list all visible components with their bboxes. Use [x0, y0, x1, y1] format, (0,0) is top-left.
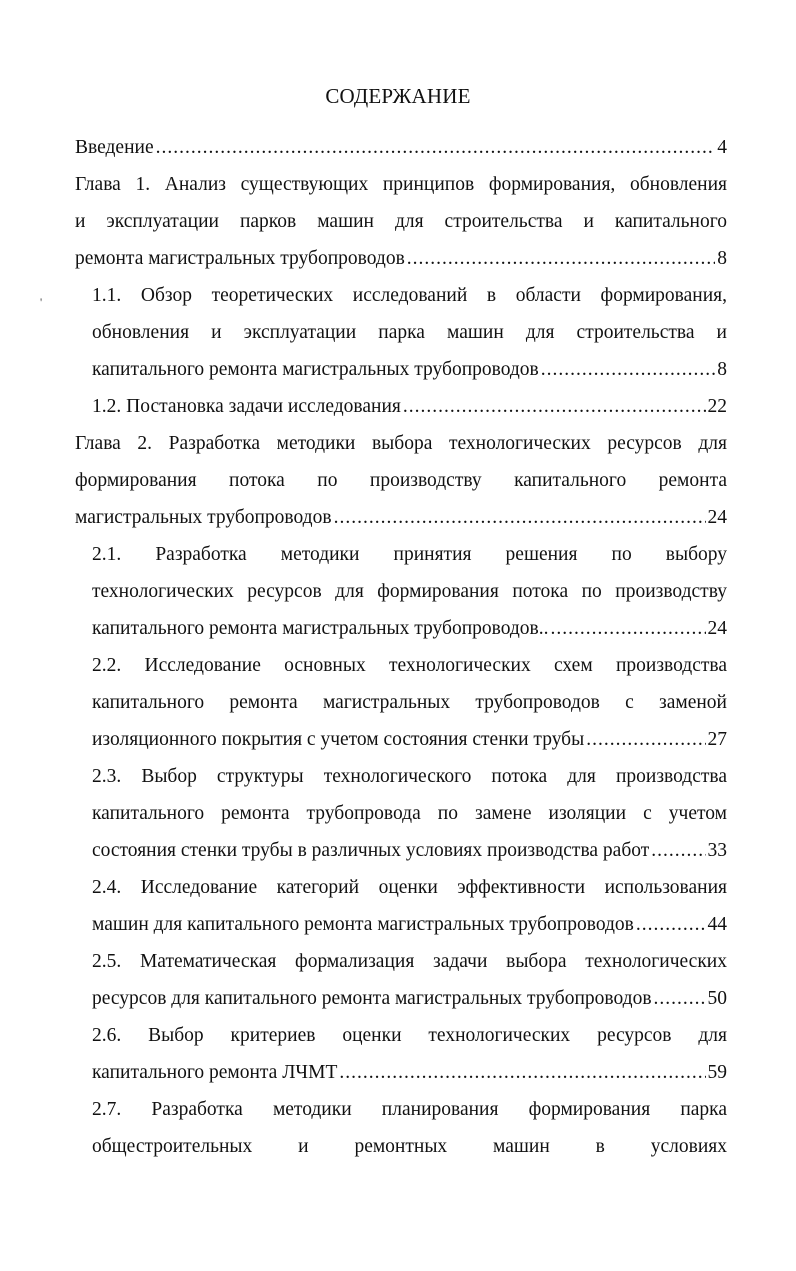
dot-leader — [636, 910, 706, 940]
toc-entry-line: 2.7. Разработка методики планирования формирования парка — [92, 1099, 727, 1120]
toc-entry-final-line — [92, 725, 727, 762]
toc-entry-final-line — [92, 614, 727, 651]
toc-entry-title: капитального ремонта магистральных трубопроводов — [92, 359, 539, 380]
toc-entry — [75, 133, 727, 170]
toc-entry-title: ремонта магистральных трубопроводов — [75, 248, 405, 269]
toc-entry — [92, 1021, 727, 1095]
toc-entry — [75, 170, 727, 281]
toc-page-number: 8 — [717, 248, 727, 269]
toc-entry-line: 2.3. Выбор структуры технологического потока для производства — [92, 766, 727, 787]
toc-entry-line: капитального ремонта магистральных трубопроводов с заменой — [92, 692, 727, 713]
toc-entry-title: капитального ремонта ЛЧМТ — [92, 1062, 338, 1083]
toc-page-number: 24 — [707, 618, 727, 639]
toc-entry — [75, 429, 727, 540]
toc-entry-line: 2.6. Выбор критериев оценки технологических ресурсов для — [92, 1025, 727, 1046]
toc-page-number: 8 — [717, 359, 727, 380]
toc-entry-final-line — [92, 836, 727, 873]
toc-entry-final-line — [92, 984, 727, 1021]
page-title: СОДЕРЖАНИЕ — [325, 84, 471, 108]
toc-entry-final-line — [92, 910, 727, 947]
toc-entry — [92, 651, 727, 762]
toc-entry-line: 2.2. Исследование основных технологических схем производства — [92, 655, 727, 676]
toc-entry-line: обновления и эксплуатации парка машин для строительства и — [92, 322, 727, 343]
toc-page-number: 33 — [707, 840, 727, 861]
dot-leader — [586, 725, 705, 755]
toc-entry-final-line — [92, 392, 727, 429]
toc-entry-title: магистральных трубопроводов — [75, 507, 332, 528]
table-of-contents — [75, 133, 727, 1169]
toc-entry-line: формирования потока по производству капитального ремонта — [75, 470, 727, 491]
dot-leader — [654, 984, 706, 1014]
toc-entry-line: технологических ресурсов для формирования потока по производству — [92, 581, 727, 602]
toc-entry — [92, 947, 727, 1021]
toc-entry-title: машин для капитального ремонта магистральных трубопроводов — [92, 914, 634, 935]
toc-entry-title: ресурсов для капитального ремонта магистральных трубопроводов — [92, 988, 652, 1009]
dot-leader — [156, 133, 716, 163]
toc-entry-title: капитального ремонта магистральных трубопроводов.. — [92, 618, 549, 639]
toc-page-number: 27 — [707, 729, 727, 750]
toc-entry-final-line — [92, 355, 727, 392]
toc-entry — [92, 540, 727, 651]
toc-entry — [92, 281, 727, 392]
toc-entry — [92, 392, 727, 429]
toc-entry-title: 1.2. Постановка задачи исследования — [92, 396, 401, 417]
dot-leader — [541, 355, 715, 385]
toc-page-number: 50 — [707, 988, 727, 1009]
dot-leader — [407, 244, 715, 274]
toc-entry-final-line — [75, 244, 727, 281]
toc-entry — [92, 762, 727, 873]
margin-mark: ' — [40, 295, 43, 309]
dot-leader — [334, 503, 706, 533]
toc-entry-title: состояния стенки трубы в различных условиях производства работ — [92, 840, 650, 861]
dot-leader — [551, 614, 706, 644]
toc-entry-final-line — [75, 503, 727, 540]
toc-entry-line: общестроительных и ремонтных машин в условиях — [92, 1136, 727, 1157]
toc-entry-final-line — [92, 1058, 727, 1095]
toc-page-number: 24 — [707, 507, 727, 528]
toc-entry-line: 2.5. Математическая формализация задачи выбора технологических — [92, 951, 727, 972]
toc-entry-line: 1.1. Обзор теоретических исследований в области формирования, — [92, 285, 727, 306]
toc-entry-title: Введение — [75, 137, 154, 158]
dot-leader — [339, 1058, 705, 1088]
toc-entry-title: изоляционного покрытия с учетом состояния стенки трубы — [92, 729, 585, 750]
toc-entry-line: Глава 2. Разработка методики выбора технологических ресурсов для — [75, 433, 727, 454]
toc-page-number: 59 — [707, 1062, 727, 1083]
toc-entry-line: 2.4. Исследование категорий оценки эффективности использования — [92, 877, 727, 898]
toc-page-number: 22 — [707, 396, 727, 417]
toc-entry-final-line — [75, 133, 727, 170]
toc-entry-line: и эксплуатации парков машин для строительства и капитального — [75, 211, 727, 232]
toc-entry-line: капитального ремонта трубопровода по замене изоляции с учетом — [92, 803, 727, 824]
toc-entry — [92, 873, 727, 947]
toc-page-number: 44 — [707, 914, 727, 935]
dot-leader — [651, 836, 705, 866]
toc-entry-line: 2.1. Разработка методики принятия решения по выбору — [92, 544, 727, 565]
toc-entry-line: Глава 1. Анализ существующих принципов формирования, обновления — [75, 174, 727, 195]
dot-leader — [403, 392, 706, 422]
toc-page-number: 4 — [717, 137, 727, 158]
toc-entry — [92, 1095, 727, 1169]
